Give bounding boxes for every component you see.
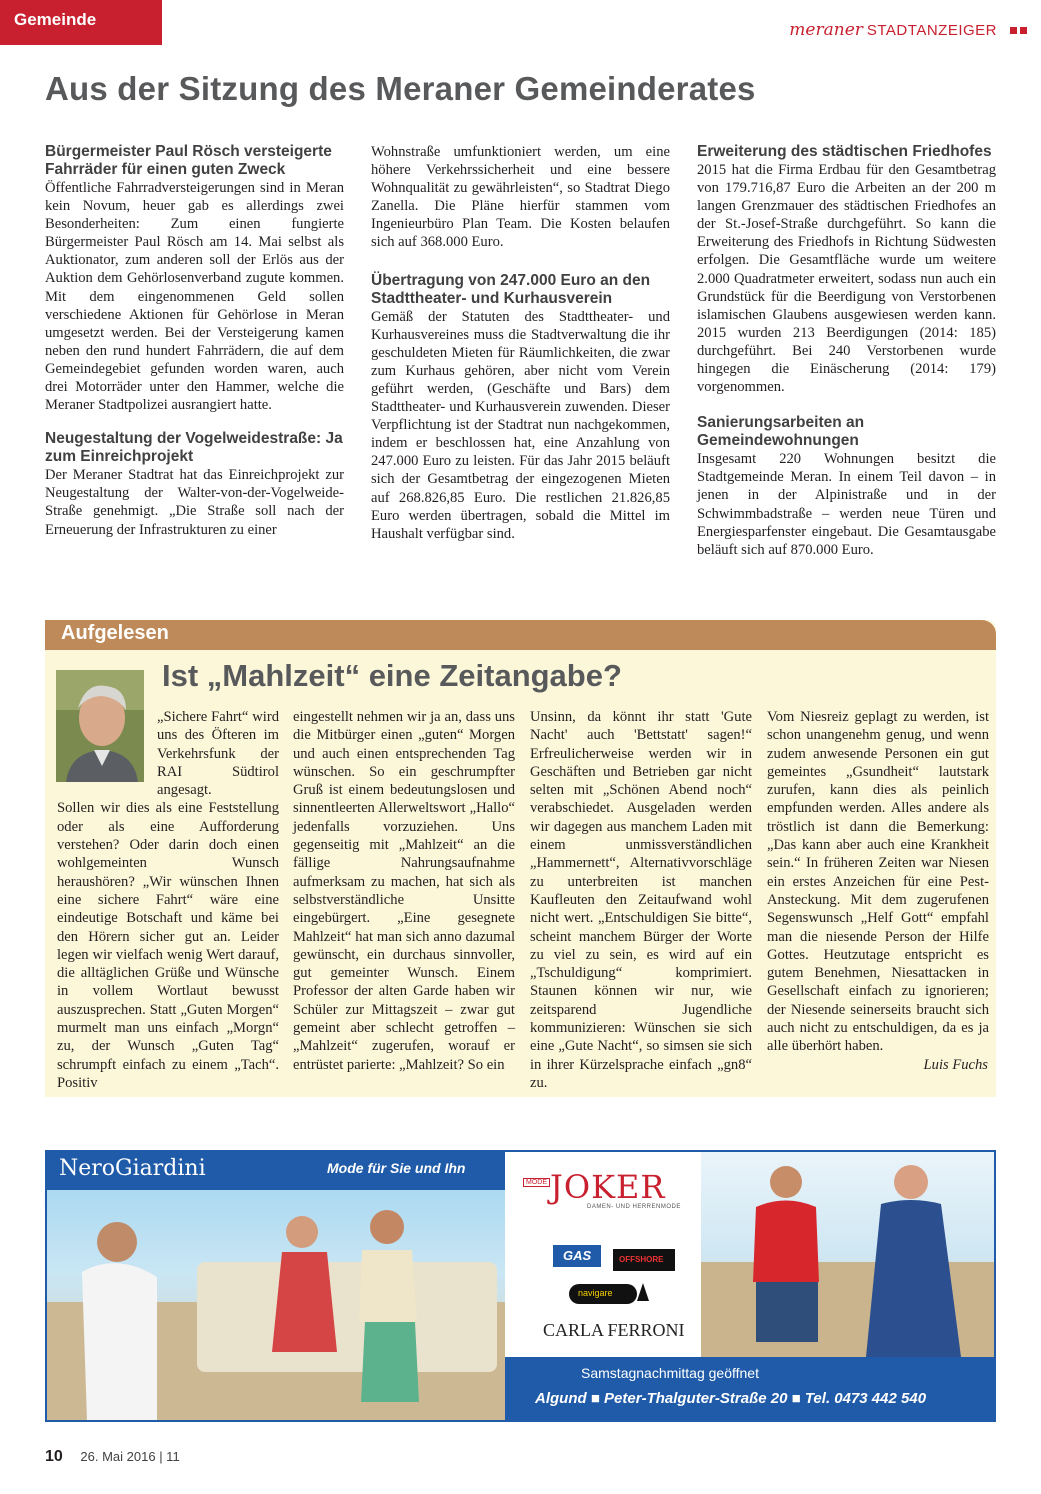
ad-tagline: Mode für Sie und Ihn (327, 1160, 466, 1176)
page-number: 10 (45, 1448, 63, 1465)
page-title: Aus der Sitzung des Meraner Gemeinderates (45, 70, 756, 107)
carla-ferroni-logo: CARLA FERRONI (543, 1320, 685, 1340)
text-fahrraeder: Öffentliche Fahrradversteigerungen sind in Meran kein Novum, heuer gab es allerdings zwei Besonderheiten: Zum einen fungierte Bürgermeister Paul Rösch am 14. Mai selbst als Auktionator, zum anderen soll der Erlös aus der Auktion dem Gehörlosenverband zugute kommen. Mit dem eingenommenen Geld sollen verschiedene Aktionen für Gehörlose in Meran umgesetzt werden. Bei der Versteigerung kamen neben den rund hundert Fahrrädern, die auf dem Gemeindegebiet gefunden worden waren, auch drei Motorräder unter den Hammer, welche die Meraner Stadtpolizei ausrangiert hatte. (45, 180, 344, 414)
text-vogelweide: Der Meraner Stadtrat hat das Einreichprojekt zur Neugestaltung der Walter-von-der-Vogelweide-Straße genehmigt. „Die Straße soll nach der Erneuerung der Infrastrukturen zu einer (45, 467, 344, 538)
offshore-logo: OFFSHORE (613, 1249, 675, 1271)
box-column-4: Vom Niesreiz geplagt zu werden, ist schon unangenehm genug, und wenn zudem anwesende Personen ein gut gemeintes „Gsundheit“ lautstark zurufen, kann dies als peinlich empfunden werden. Alles andere als tröstlich ist dann die Bemerkung: „Das kann aber auch eine Krankheit sein.“ In früheren Zeiten war Niesen ein erstes Anzeichen für eine Pest-Ansteckung. Mit dem zugerufenen Segenswunsch „Helf Gott“ empfahl man die niesende Person der Hilfe Gottes. Heutzutage entspricht es gutem Benehmen, Niesattacken in Gesellschaft einfach zu ignorieren; der Niesende seinerseits braucht sich auch nicht zu entschuldigen, da es ja alle überhört haben. (767, 709, 989, 1055)
ad-brand-logo: NeroGiardini (59, 1156, 206, 1181)
ad-address: Algund ■ Peter-Thalguter-Straße 20 ■ Tel. 0473 442 540 (535, 1390, 927, 1407)
ad-photo-right (701, 1152, 994, 1357)
issue-date: 26. Mai 2016 | 11 (80, 1449, 180, 1464)
article-column-3 (697, 143, 996, 559)
aufgelesen-header: Aufgelesen (45, 620, 996, 650)
section-tab: Gemeinde (0, 0, 162, 45)
gas-logo: GAS (553, 1245, 601, 1267)
page-footer (45, 1448, 180, 1466)
navigare-flag-icon (637, 1283, 649, 1301)
heading-wohnungen: Sanierungsarbeiten an Gemeindewohnungen (697, 414, 865, 450)
article-column-2 (371, 143, 670, 543)
box-column-3: Unsinn, da könnt ihr statt 'Gute Nacht' auch 'Bettstatt' sagen!“ Erfreulicherweise werden wir in Geschäften und Betrieben gar nicht selten mit „Schönen Abend noch“ verabschiedet. Ausgeladen werden wir dagegen aus manchem Laden mit einem unmissverständlichen „Hammernett“, Alternativvorschläge zu unterbreiten ist manchen Kaufleuten den Zeitaufwand wohl nicht wert. „Entschuldigen Sie bitte“, scheint manchem Bürger der Worte zu viel zu sein, es wird auf ein „Tschuldigung“ komprimiert. Staunen können wir nur, wie zeitsparend Jugendliche kommunizieren: Wünschen sie sich eine „Gute Nacht“, so simsen sie sich in ihrer Kürzelsprache einfach „gn8“ zu. (530, 709, 752, 1091)
joker-subtitle: DAMEN- UND HERRENMODE (587, 1204, 681, 1210)
box-column-2: eingestellt nehmen wir ja an, dass uns die Mitbürger einen „guten“ Morgen und auch einen entsprechenden Tag wünschen. So ein geschrumpfter Gruß ist einem bedeutungslosen und sinnentleerten Allerweltswort „Hallo“ jedenfalls vorzuziehen. Uns gegenseitig mit „Mahlzeit“ an die fällige Nahrungsaufnahme aufmerksam zu machen, hat sich als selbstverständliche Unsitte eingebürgert. „Eine gesegnete Mahlzeit“ hat man sich anno dazumal gewünscht, ein durchaus sinnvoller, gut gemeinter Wunsch. Einem Professor der alten Garde haben wir Schüler zur Mittagszeit – zwar gut gemeint aber schlecht getroffen – „Mahlzeit“ zugerufen, worauf er entrüstet parierte: „Mahlzeit? So ein (293, 709, 515, 1073)
ad-right-panel (505, 1152, 994, 1420)
joker-logo: MODE JOKER (523, 1172, 665, 1202)
text-wohnungen: Insgesamt 220 Wohnungen besitzt die Stadtgemeinde Meran. In einem Teil davon – in jenen in der Alpinistraße und in der Schwimmbadstraße – werden neue Türen und Energiesparfenster eingebaut. Die Gesamtausgabe beläuft sich auf 870.000 Euro. (697, 451, 996, 558)
box-column-1: „Sichere Fahrt“ wird uns des Öfteren im Verkehrsfunk der RAI Südtirol angesagt. Sollen wir dies als eine Feststellung oder als eine Aufforderung verstehen? Oder darin doch einen wohlgemeinten Wunsch heraushören? „Wir wünschen Ihnen eine sichere Fahrt“ wäre eine eindeutige Botschaft und käme bei den Hörern sicher gut an. Leider legen wir vielfach wenig Wert darauf, die alltäglichen Grüße und Wünsche in vollem Wortlaut bewusst auszusprechen. Statt „Guten Morgen“ murmelt man uns einfach „Morgn“ zu, der Wunsch „Guten Tag“ schrumpft einfach zu einem „Tach“. Positiv (57, 709, 279, 1091)
box-title: Ist „Mahlzeit“ eine Zeitangabe? (162, 658, 622, 693)
ad-photo-left (47, 1152, 505, 1420)
article-column-1 (45, 143, 344, 539)
text-vogelweide-cont: Wohnstraße umfunktioniert werden, um eine höhere Verkehrssicherheit und eine bessere Wohnqualität zu gewährleisten“, so Stadtrat Diego Zanella. Die Pläne hierfür stammen vom Ingenieurbüro Plan Team. Die Kosten belaufen sich auf 368.000 Euro. (371, 144, 670, 251)
text-stadttheater: Gemäß der Statuten des Stadttheater- und Kurhausvereines muss die Stadtverwaltung die ihr geschuldeten Mieten für Räumlichkeiten, die zwar zum Kurhaus gehören, aber nicht vom Verein geführt werden, (Geschäfte und Bars) dem Stadttheater- und Kurhausverein zuwenden. Dieser Verpflichtung ist der Stadtrat nun nachgekommen, indem er beschlossen hat, eine Anzahlung von 247.000 Euro zu leisten. Für das Jahr 2015 beläuft sich der Gesamtbetrag der eingezogenen Mieten auf 268.826,85 Euro. Die restlichen 21.826,85 Euro werden übertragen, sobald die Mittel im Haushalt verfügbar sind. (371, 308, 670, 542)
heading-vogelweide: Neugestaltung der Vogelweidestraße: Ja zum Einreichprojekt (45, 430, 343, 466)
masthead-logo: meraner STADTANZEIGER (789, 20, 1027, 40)
author-signature: Luis Fuchs (923, 1057, 988, 1073)
ad-models-illustration (47, 1152, 505, 1420)
heading-friedhof: Erweiterung des städtischen Friedhofes (697, 143, 992, 160)
text-friedhof: 2015 hat die Firma Erdbau für den Gesamtbetrag von 179.716,87 Euro die Arbeiten an der 200 m langen Grenzmauer des städtischen Friedhofes an der St.-Josef-Straße durchgeführt. So kann die Erweiterung des Friedhofs in Richtung Südwesten erfolgen. Die Gesamtfläche wurde um weitere 2.000 Quadratmeter erweitert, sodass nun auch ein Grundstück für die Beerdigung von Verstorbenen islamischen Glaubens ausgewiesen werden kann. 2015 wurden 213 Beerdigungen (2014: 185) durchgeführt. Bei 240 Verstorbenen wurde hingegen die Einäscherung (2014: 179) vorgenommen. (697, 162, 996, 396)
advertisement[interactable] (45, 1150, 996, 1422)
heading-stadttheater: Übertragung von 247.000 Euro an den Stadttheater- und Kurhausverein (371, 271, 651, 307)
ad-contact-strip (505, 1357, 994, 1420)
heading-fahrraeder: Bürgermeister Paul Rösch versteigerte Fahrräder für einen guten Zweck (45, 143, 332, 178)
aufgelesen-box (45, 620, 996, 1097)
navigare-logo: navigare (569, 1284, 637, 1304)
ad-opening-hours: Samstagnachmittag geöffnet (581, 1365, 759, 1381)
